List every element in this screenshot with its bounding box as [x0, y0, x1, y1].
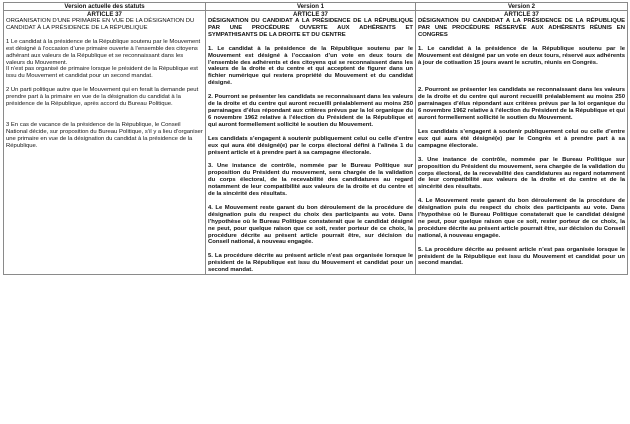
version-1-cell [206, 11, 416, 275]
paragraph-3: 3 En cas de vacance de la présidence de la République, le Conseil National décide, sur proposition du Bureau Politique, s’il y a lieu d’organiser une primaire en vue de la désignation du candidat à la présidence de la République. [6, 121, 203, 149]
paragraph-2b: Les candidats s’engagent à soutenir publiquement celui ou celle d’entre eux qui aura été désigné(e) par le corps électoral défini à l’alinéa 1 du présent article et à prendre part à sa campagne électorale. [208, 135, 413, 156]
paragraph-2: 2. Pourront se présenter les candidats se reconnaissant dans les valeurs de la droite et du centre qui auront recueilli préalablement au moins 250 parrainages d’élus répondant aux critères prévus par la loi organique du 6 novembre 1962 relative à l’élection du Président de la République et qui auront formellement sollicité le soutien du Mouvement. [208, 94, 413, 128]
article-title: DÉSIGNATION DU CANDIDAT A LA PRÉSIDENCE DE LA RÉPUBLIQUE PAR UNE PROCÉDURE RÉSERVÉE AUX ADHÉRENTS RÉUNIS EN CONGRES [418, 18, 625, 38]
article-number: ARTICLE 37 [87, 11, 122, 18]
article-number: ARTICLE 37 [504, 11, 539, 18]
header-version-2: Version 2 [416, 3, 628, 11]
paragraph-2: 2 Un parti politique autre que le Mouvement qui en ferait la demande peut prendre part à la primaire en vue de la désignation du candidat à la présidence de la République, après accord du Bureau Politique. [6, 87, 199, 108]
paragraph-3: 3. Une instance de contrôle, nommée par le Bureau Politique sur proposition du Président du mouvement, sera chargée de la validation du corps électoral, de la recevabilité des candidatures au regard notamment de leur compatibilité aux valeurs de la droite et du centre et de la sincérité des résultats. [208, 163, 413, 198]
article-title: ORGANISATION D’UNE PRIMAIRE EN VUE DE LA DÉSIGNATION DU CANDIDAT À LA PRÉSIDENCE DE LA RÉPUBLIQUE [6, 18, 195, 31]
paragraph-2b: Les candidats s’engagent à soutenir publiquement celui ou celle d’entre eux qui aura été désigné(e) par le Congrès et à prendre part à sa campagne électorale. [418, 128, 625, 149]
header-version-1: Version 1 [206, 3, 416, 11]
paragraph-4: 4. Le Mouvement reste garant du bon déroulement de la procédure de désignation puis du respect du choix des participants au vote. Dans l’hypothèse où le Bureau Politique constaterait que le candidat désigné ne peut, pour quelque raison que ce soit, rester porteur de ce choix, la procédure décrite au présent article pourrait être, sur décision du Conseil national, à nouveau engagée. [418, 198, 625, 239]
content-row [4, 11, 628, 275]
paragraph-5: 5. La procédure décrite au présent article n’est pas organisée lorsque le président de la République est issu du Mouvement et candidat pour un second mandat. [418, 246, 625, 267]
article-title: DÉSIGNATION DU CANDIDAT A LA PRÉSIDENCE DE LA RÉPUBLIQUE PAR UNE PROCÉDURE OUVERTE AUX ADHÉRENTS ET SYMPATHISANTS DE LA DROITE ET DU CENTRE [208, 18, 413, 38]
version-2-cell [416, 11, 628, 275]
statutes-comparison-table [3, 2, 628, 275]
paragraph-4: 4. Le Mouvement reste garant du bon déroulement de la procédure de désignation puis du respect du choix des participants au vote. Dans l’hypothèse où le Bureau Politique constaterait que le candidat désigné ne peut, pour quelque raison que ce soit, rester porteur de ce choix, la procédure décrite au présent article pourrait être, sur décision du Conseil national, à nouveau engagée. [208, 204, 413, 246]
paragraph-1: 1. Le candidat à la présidence de la République soutenu par le Mouvement est désigné à l’occasion d’un vote en deux tours de l’ensemble des adhérents et des citoyens qui se reconnaissent dans les valeurs de la droite et du centre et qui acceptent de figurer dans un fichier numérique qui restera propriété du Mouvement et du candidat désigné. [208, 45, 413, 87]
paragraph-2: 2. Pourront se présenter les candidats se reconnaissant dans les valeurs de la droite et du centre qui auront recueilli préalablement au moins 250 parrainages d’élus répondant aux critères prévus par la loi organique du 6 novembre 1962 relative à l’élection du Président de la République et qui auront formellement sollicité le soutien du Mouvement. [418, 87, 625, 122]
paragraph-5: 5. La procédure décrite au présent article n’est pas organisée lorsque le président de la République est issu du Mouvement et candidat pour un second mandat. [208, 253, 413, 274]
current-version-cell [4, 11, 206, 275]
paragraph-1: 1 Le candidat à la présidence de la République soutenu par le Mouvement est désigné à l’occasion d’une primaire ouverte à l’ensemble des citoyens adhérant aux valeurs de la République et se reconnaissant dans les valeurs du Mouvement. [6, 38, 201, 66]
header-current-version: Version actuelle des statuts [4, 3, 206, 11]
paragraph-3: 3. Une instance de contrôle, nommée par le Bureau Politique sur proposition du Président du mouvement, sera chargée de la validation du corps électoral, de la recevabilité des candidatures au regard notamment de leur compatibilité aux valeurs de la droite et du centre et de la sincérité des résultats. [418, 156, 625, 191]
paragraph-1: 1. Le candidat à la présidence de la République soutenu par le Mouvement est désigné par un vote en deux tours, réservé aux adhérents à jour de cotisation 15 jours avant le scrutin, réunis en Congrès. [418, 45, 625, 66]
paragraph-1b: Il n’est pas organisé de primaire lorsque le président de la République est issu du Mouvement et candidat pour un second mandat. [6, 66, 198, 80]
header-row [4, 3, 628, 11]
comparison-document [3, 2, 627, 275]
article-number: ARTICLE 37 [293, 11, 328, 18]
